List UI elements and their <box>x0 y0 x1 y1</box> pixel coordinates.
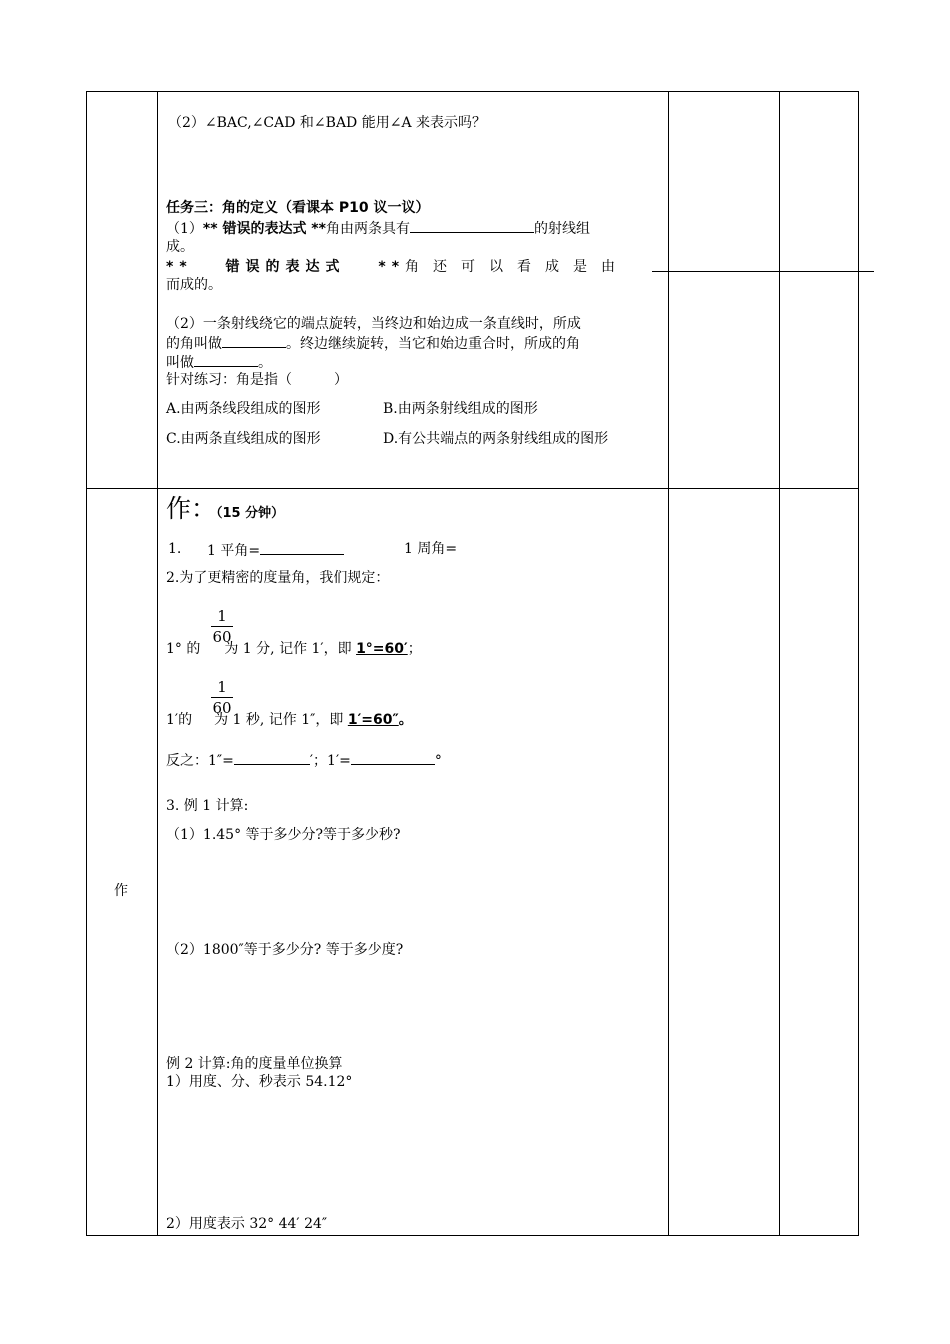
option-a: A.由两条线段组成的图形 <box>166 401 321 417</box>
degree-definition <box>166 640 422 658</box>
section-heading <box>166 496 284 527</box>
fraction-denominator: 60 <box>212 699 232 717</box>
table-col-divider-3 <box>779 91 780 1236</box>
reverse-b: ′；1′= <box>309 753 351 769</box>
definition-1-blank[interactable] <box>410 218 534 233</box>
minute-definition-end: 。 <box>398 712 413 728</box>
definition-2-text: 角还可以看成是由 <box>405 259 630 275</box>
definition-2-line2: 而成的。 <box>166 277 222 293</box>
definition-1-prefix: （1） <box>166 221 203 237</box>
degree-definition-end: ； <box>407 641 422 657</box>
fraction-numerator: 1 <box>217 678 227 696</box>
practice-question: 针对练习：角是指（ ） <box>166 372 348 388</box>
table-bottom-border <box>86 1235 859 1236</box>
row-side-label: 作 <box>114 883 128 899</box>
example1-title: 3. 例 1 计算: <box>166 798 249 814</box>
table-row-divider <box>86 488 859 489</box>
rotate-question-line3 <box>166 352 272 372</box>
definition-1-line2: 成。 <box>166 239 194 255</box>
rotate-question-line3a: 叫做 <box>166 355 194 371</box>
definition-1-text: 角由两条具有 <box>325 221 410 237</box>
reverse-c: ° <box>434 753 442 769</box>
straight-angle-blank[interactable] <box>222 333 286 348</box>
full-angle-blank[interactable] <box>194 352 258 367</box>
definition-2-bold: ** 错误的表达式 ** <box>166 259 406 275</box>
rotate-question-line2 <box>166 333 580 353</box>
rotate-question-line1: （2）一条射线绕它的端点旋转，当终边和始边成一条直线时，所成 <box>166 316 581 332</box>
degree-definition-b: 为 1 分, 记作 1′，即 <box>224 641 352 657</box>
table-right-border <box>858 91 859 1236</box>
option-c: C.由两条直线组成的图形 <box>166 431 321 447</box>
degree-equation: 1°=60′ <box>356 641 408 657</box>
question-angle-notation: （2）∠BAC,∠CAD 和∠BAD 能用∠A 来表示吗？ <box>168 115 487 131</box>
fraction-bar <box>211 697 233 698</box>
rotate-question-line3b: 。 <box>258 355 272 371</box>
definition-2-line1 <box>166 258 629 276</box>
definition-1-suffix: 的射线组 <box>533 221 590 237</box>
definition-1-bold: ** 错误的表达式 ** <box>202 221 326 237</box>
definition-1-line1 <box>166 218 590 238</box>
stray-answer-line <box>652 271 874 272</box>
reverse-conversion <box>166 750 442 770</box>
fraction-denominator: 60 <box>212 628 232 646</box>
rotate-question-line2b: 。终边继续旋转，当它和始边重合时，所成的角 <box>286 336 580 352</box>
example2-title: 例 2 计算:角的度量单位换算 <box>166 1056 343 1072</box>
section-heading-time: （15 分钟） <box>216 506 285 521</box>
minute-definition <box>166 711 413 729</box>
example1-question1: （1）1.45° 等于多少分?等于多少秒? <box>166 827 401 843</box>
item1-straight-angle <box>207 540 344 560</box>
table-top-border <box>86 91 859 92</box>
section-heading-big: 作： <box>166 494 217 523</box>
table-left-border <box>86 91 87 1236</box>
table-col-divider-2 <box>668 91 669 1236</box>
minute-definition-a: 1′的 <box>166 712 193 728</box>
item1-number: 1. <box>168 541 182 557</box>
item1-full-angle: 1 周角= <box>404 541 458 557</box>
minute-definition-b: 为 1 秒, 记作 1″，即 <box>214 712 344 728</box>
item1-straight-angle-label: 1 平角= <box>207 543 261 559</box>
task3-title: 任务三：角的定义（看课本 P10 议一议） <box>166 200 430 216</box>
table-col-divider-1 <box>157 91 158 1236</box>
option-d: D.有公共端点的两条射线组成的图形 <box>383 431 609 447</box>
straight-angle-answer-blank[interactable] <box>260 540 344 555</box>
example2-question2: 2）用度表示 32° 44′ 24″ <box>166 1216 328 1232</box>
second-to-minute-blank[interactable] <box>234 750 310 765</box>
rotate-question-line2a: 的角叫做 <box>166 336 222 352</box>
example1-question2: （2）1800″等于多少分? 等于多少度? <box>166 942 404 958</box>
reverse-a: 反之：1″= <box>166 753 234 769</box>
fraction-bar <box>211 626 233 627</box>
item2-rule: 2.为了更精密的度量角，我们规定： <box>166 570 390 586</box>
fraction-numerator: 1 <box>217 607 227 625</box>
option-b: B.由两条射线组成的图形 <box>383 401 538 417</box>
example2-question1: 1）用度、分、秒表示 54.12° <box>166 1074 353 1090</box>
minute-to-degree-blank[interactable] <box>351 750 435 765</box>
degree-definition-a: 1° 的 <box>166 641 201 657</box>
minute-equation: 1′=60″ <box>347 712 399 728</box>
